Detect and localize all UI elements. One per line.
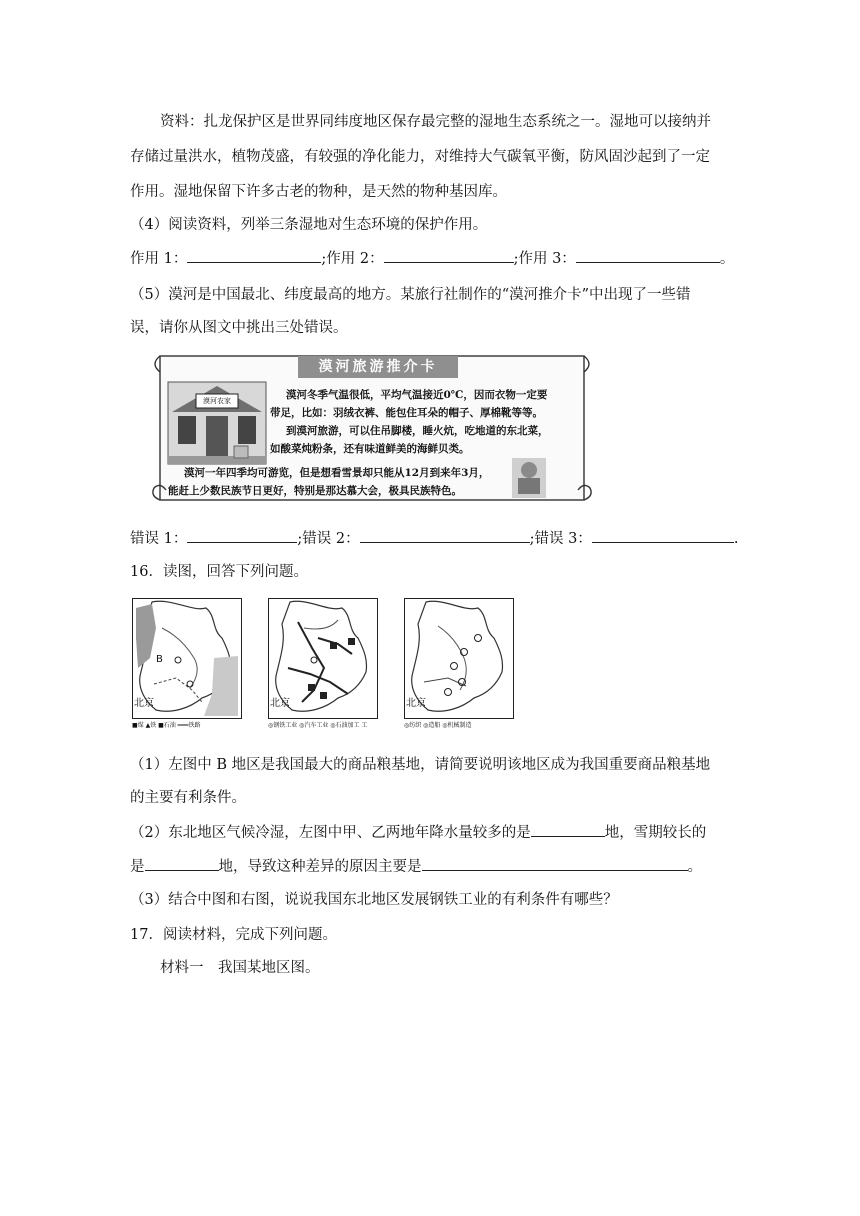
map3-legend: ◎纺织 ◎造船 ◎机械制造 bbox=[404, 722, 472, 729]
card-title: 漠河旅游推介卡 bbox=[318, 359, 438, 375]
snow-scene-photo bbox=[512, 458, 546, 498]
card-p2-line-1: 到漠河旅游，可以住吊脚楼，睡火炕，吃地道的东北菜， bbox=[286, 425, 549, 437]
q16-2-line-1 bbox=[130, 822, 706, 843]
question-5-line-1: （5）漠河是中国最北、纬度最高的地方。某旅行社制作的“漠河推介卡”中出现了一些错 bbox=[130, 287, 691, 303]
card-p1-line-1: 漠河冬季气温很低，平均气温接近0℃，因而衣物一定要 bbox=[286, 389, 548, 401]
error-label-3: ;错误 3： bbox=[529, 531, 592, 547]
map3-city-label: 北京 bbox=[406, 698, 426, 709]
q4-blank-1[interactable] bbox=[187, 248, 321, 263]
q4-blank-2[interactable] bbox=[384, 248, 514, 263]
errors-answer-line bbox=[130, 528, 738, 549]
question-5-line-2: 误，请你从图文中挑出三处错误。 bbox=[130, 320, 348, 336]
map1-label-b: B bbox=[156, 654, 163, 665]
q16-1-line-1: （1）左图中 B 地区是我国最大的商品粮基地，请简要说明该地区成为我国重要商品粮基地 bbox=[130, 757, 711, 773]
error-blank-2[interactable] bbox=[360, 528, 530, 543]
mohe-promo-card bbox=[150, 350, 592, 510]
question-16-title: 16．读图，回答下列问题。 bbox=[130, 564, 308, 580]
q16-2b-end: 。 bbox=[687, 859, 702, 875]
error-blank-3[interactable] bbox=[592, 528, 734, 543]
card-p3-line-2: 能赶上少数民族节日更好，特别是那达慕大会，极具民族特色。 bbox=[168, 485, 462, 497]
q4-blank-3[interactable] bbox=[576, 248, 720, 263]
farmhouse-sign: 漠河农家 bbox=[203, 397, 231, 405]
card-paragraph-1 bbox=[270, 386, 549, 458]
passage-line-1: 资料：扎龙保护区是世界同纬度地区保存最完整的湿地生态系统之一。湿地可以接纳并 bbox=[160, 114, 711, 130]
q16-2-blank-3[interactable] bbox=[422, 856, 688, 871]
card-p1-line-2: 带足，比如：羽绒衣裤、能包住耳朵的帽子、厚棉靴等等。 bbox=[270, 407, 543, 419]
map-cities bbox=[404, 598, 514, 730]
passage-line-2: 存储过量洪水，植物茂盛，有较强的净化能力，对维持大气碳氧平衡，防风固沙起到了一定 bbox=[130, 149, 710, 165]
q16-2-blank-2[interactable] bbox=[145, 856, 219, 871]
map2-legend: ◎钢铁工业 ◎汽车工业 ◎石油加工 工 bbox=[268, 722, 368, 729]
card-p2-line-2: 如酸菜炖粉条，还有味道鲜美的海鲜贝类。 bbox=[270, 443, 470, 455]
question-4: （4）阅读资料，列举三条湿地对生态环境的保护作用。 bbox=[130, 217, 488, 233]
q4-label-2: ;作用 2： bbox=[321, 251, 384, 267]
passage-line-3: 作用。湿地保留下许多古老的物种，是天然的物种基因库。 bbox=[130, 184, 507, 200]
error-label-2: ;错误 2： bbox=[297, 531, 360, 547]
q4-label-3: ;作用 3： bbox=[513, 251, 576, 267]
error-end: . bbox=[733, 531, 739, 547]
q4-label-1: 作用 1： bbox=[130, 251, 188, 267]
map-industry bbox=[268, 598, 378, 730]
card-paragraph-3 bbox=[168, 464, 489, 500]
map-grain-base bbox=[132, 598, 242, 730]
error-label-1: 错误 1： bbox=[130, 531, 188, 547]
q16-2b-prefix: 是 bbox=[130, 859, 145, 875]
q4-answer-line bbox=[130, 248, 734, 269]
q16-3: （3）结合中图和右图，说说我国东北地区发展钢铁工业的有利条件有哪些？ bbox=[130, 892, 618, 908]
error-blank-1[interactable] bbox=[187, 528, 297, 543]
q16-2b-middle: 地，导致这种差异的原因主要是 bbox=[218, 859, 422, 875]
q16-2-blank-1[interactable] bbox=[531, 822, 605, 837]
q4-end: 。 bbox=[719, 251, 735, 267]
q17-material-1: 材料一 我国某地区图。 bbox=[160, 960, 320, 976]
map1-city-label: 北京 bbox=[134, 698, 154, 709]
q16-2-suffix: 地，雪期较长的 bbox=[604, 825, 707, 841]
q16-2-line-2 bbox=[130, 856, 702, 877]
question-17-title: 17．阅读材料，完成下列问题。 bbox=[130, 927, 337, 943]
card-p3-line-1: 漠河一年四季均可游览，但是想看雪景却只能从12月到来年3月， bbox=[184, 467, 490, 479]
q16-2-prefix: （2）东北地区气候冷湿，左图中甲、乙两地年降水量较多的是 bbox=[130, 825, 531, 841]
q16-1-line-2: 的主要有利条件。 bbox=[130, 790, 246, 806]
map2-city-label: 北京 bbox=[270, 698, 290, 709]
map1-legend: ■煤 ▲铁 ■石油 ═══铁路 bbox=[132, 722, 201, 729]
